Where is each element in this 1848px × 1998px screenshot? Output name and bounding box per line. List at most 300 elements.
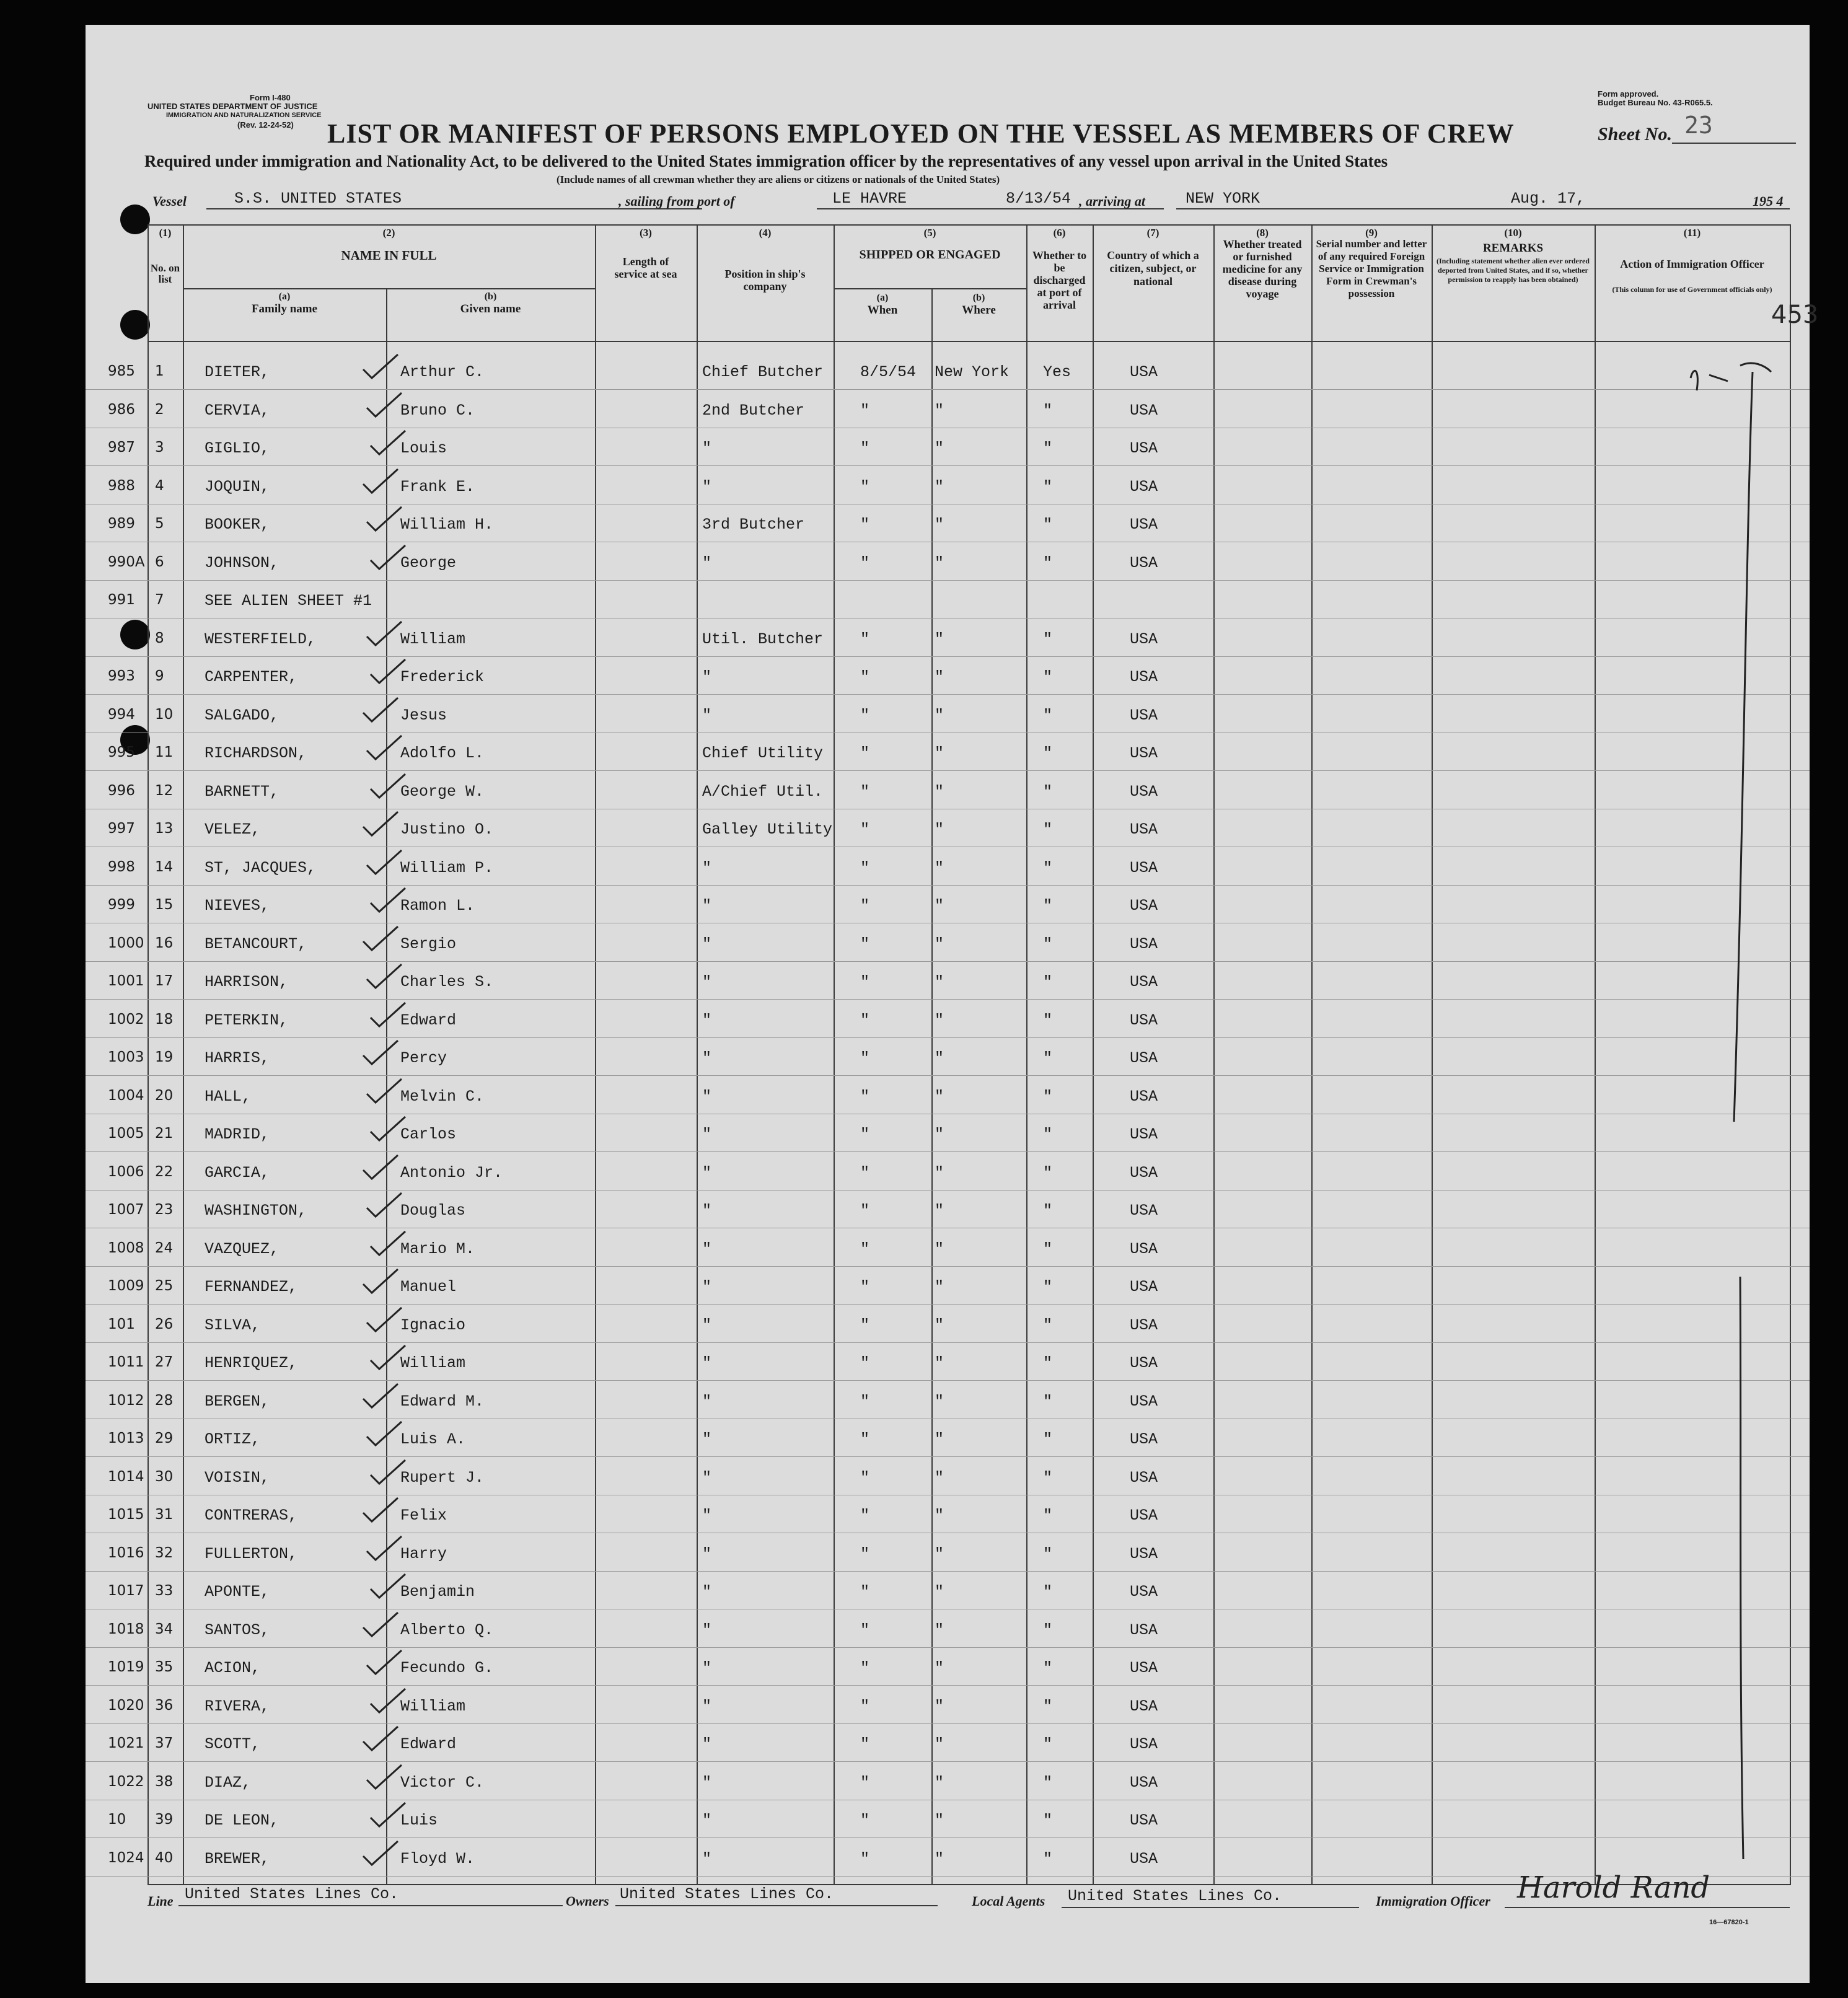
col5b-number: (b) bbox=[972, 293, 985, 303]
table-row bbox=[86, 588, 1810, 626]
discharge-flag: " bbox=[1043, 1773, 1053, 1792]
list-number: 7 bbox=[155, 592, 164, 608]
table-row bbox=[86, 1008, 1810, 1045]
owners-label: Owners bbox=[566, 1893, 609, 1909]
family-name: JOHNSON, bbox=[205, 553, 279, 572]
given-name: Fecundo G. bbox=[400, 1659, 494, 1677]
country: USA bbox=[1130, 706, 1158, 724]
position: " bbox=[702, 1659, 712, 1677]
col5a-number: (a) bbox=[876, 293, 889, 303]
list-number: 14 bbox=[155, 858, 174, 875]
given-name: Floyd W. bbox=[400, 1849, 475, 1868]
family-name: PETERKIN, bbox=[205, 1011, 289, 1029]
family-name: SCOTT, bbox=[205, 1735, 261, 1753]
check-mark-icon bbox=[361, 1840, 400, 1867]
check-mark-icon bbox=[361, 1039, 400, 1067]
table-row bbox=[86, 1045, 1810, 1083]
country: USA bbox=[1130, 516, 1158, 534]
list-number: 37 bbox=[155, 1735, 174, 1751]
stamp-number: 1019 bbox=[108, 1659, 144, 1675]
shipped-where: " bbox=[935, 1468, 944, 1487]
shipped-where: " bbox=[935, 1849, 944, 1868]
table-row bbox=[86, 1579, 1810, 1617]
row-rule bbox=[86, 1647, 1810, 1648]
position: A/Chief Util. bbox=[702, 782, 824, 801]
check-mark-icon bbox=[368, 1001, 408, 1029]
shipped-where: " bbox=[935, 1430, 944, 1448]
stamp-number: 1022 bbox=[108, 1773, 144, 1790]
family-name: ACION, bbox=[205, 1659, 261, 1677]
row-rule bbox=[86, 1075, 1810, 1076]
stamp-number: 1004 bbox=[108, 1087, 144, 1104]
stamp-number: 1011 bbox=[108, 1354, 144, 1370]
vessel-label: Vessel bbox=[152, 193, 187, 209]
discharge-flag: " bbox=[1043, 782, 1053, 801]
shipped-where: " bbox=[935, 858, 944, 877]
given-name: Edward M. bbox=[400, 1392, 485, 1410]
form-revision: (Rev. 12-24-52) bbox=[237, 120, 294, 130]
table-row bbox=[86, 1389, 1810, 1427]
family-name: HENRIQUEZ, bbox=[205, 1354, 298, 1372]
shipped-where: " bbox=[935, 1583, 944, 1601]
list-number: 22 bbox=[155, 1163, 174, 1180]
country: USA bbox=[1130, 1697, 1158, 1715]
check-mark-icon bbox=[368, 1116, 408, 1143]
line-label: Line bbox=[147, 1893, 174, 1909]
discharge-flag: " bbox=[1043, 973, 1053, 991]
family-name: WASHINGTON, bbox=[205, 1202, 307, 1220]
given-name: William H. bbox=[400, 516, 494, 534]
stamp-number: 1009 bbox=[108, 1278, 144, 1294]
table-row bbox=[86, 398, 1810, 436]
stamp-number: 994 bbox=[108, 706, 135, 723]
given-name: Sergio bbox=[400, 935, 457, 953]
list-number: 13 bbox=[155, 821, 174, 837]
arrival-year: 195 4 bbox=[1753, 193, 1784, 209]
list-number: 5 bbox=[155, 516, 164, 532]
stamp-number: 986 bbox=[108, 401, 135, 418]
position: Galley Utility bbox=[702, 821, 833, 838]
shipped-where: " bbox=[935, 897, 944, 915]
family-name: HARRIS, bbox=[205, 1049, 270, 1067]
shipped-subheader-rule bbox=[834, 288, 1026, 289]
position: 2nd Butcher bbox=[702, 401, 805, 420]
manifest-page bbox=[86, 25, 1819, 1983]
shipped-when: " bbox=[860, 1125, 870, 1143]
col2a-header: Family name bbox=[251, 302, 318, 315]
row-rule bbox=[86, 1761, 1810, 1762]
discharge-flag: " bbox=[1043, 1087, 1053, 1106]
shipped-where: New York bbox=[935, 363, 1010, 381]
sail-date: 8/13/54 bbox=[1006, 190, 1071, 208]
shipped-where: " bbox=[935, 1621, 944, 1639]
col2-number: (2) bbox=[382, 227, 395, 239]
margin-number: 453 bbox=[1771, 301, 1819, 329]
row-rule bbox=[86, 1342, 1810, 1343]
shipped-where: " bbox=[935, 1011, 944, 1029]
given-name: Rupert J. bbox=[400, 1468, 485, 1487]
country: USA bbox=[1130, 1507, 1158, 1525]
table-row bbox=[86, 1274, 1810, 1312]
country: USA bbox=[1130, 1659, 1158, 1677]
shipped-when: " bbox=[860, 630, 870, 648]
col9-number: (9) bbox=[1365, 227, 1378, 239]
given-name: Victor C. bbox=[400, 1773, 485, 1792]
shipped-when: " bbox=[860, 1049, 870, 1067]
country: USA bbox=[1130, 363, 1158, 381]
shipped-where: " bbox=[935, 1659, 944, 1677]
family-name: SILVA, bbox=[205, 1316, 261, 1334]
check-mark-icon bbox=[361, 697, 400, 724]
shipped-when: 8/5/54 bbox=[860, 363, 917, 381]
arriving-label: , arriving at bbox=[1079, 193, 1145, 209]
given-name: William bbox=[400, 630, 466, 648]
shipped-when: " bbox=[860, 858, 870, 877]
discharge-flag: " bbox=[1043, 1239, 1053, 1258]
list-number: 34 bbox=[155, 1621, 174, 1637]
check-mark-icon bbox=[364, 1420, 404, 1448]
shipped-where: " bbox=[935, 1392, 944, 1410]
shipped-when: " bbox=[860, 1202, 870, 1220]
row-rule bbox=[86, 656, 1810, 657]
shipped-when: " bbox=[860, 1849, 870, 1868]
given-name: George bbox=[400, 553, 457, 572]
stamp-number: 1013 bbox=[108, 1430, 144, 1446]
stamp-number: 995 bbox=[108, 744, 135, 760]
country: USA bbox=[1130, 668, 1158, 686]
discharge-flag: " bbox=[1043, 1430, 1053, 1448]
family-name: DIETER, bbox=[205, 363, 270, 381]
stamp-number: 997 bbox=[108, 821, 135, 837]
shipped-when: " bbox=[860, 973, 870, 991]
shipped-where: " bbox=[935, 630, 944, 648]
position: " bbox=[702, 1697, 712, 1715]
country: USA bbox=[1130, 744, 1158, 762]
list-number: 40 bbox=[155, 1849, 174, 1866]
table-row bbox=[86, 1808, 1810, 1846]
given-name: Frederick bbox=[400, 668, 485, 686]
manifest-title: LIST OR MANIFEST OF PERSONS EMPLOYED ON THE VESSEL AS MEMBERS OF CREW bbox=[327, 118, 1515, 149]
discharge-flag: " bbox=[1043, 1163, 1053, 1182]
discharge-flag: " bbox=[1043, 553, 1053, 572]
discharge-flag: " bbox=[1043, 516, 1053, 534]
discharge-flag: " bbox=[1043, 1468, 1053, 1487]
check-mark-icon bbox=[361, 1268, 400, 1295]
position: " bbox=[702, 1278, 712, 1296]
shipped-where: " bbox=[935, 1163, 944, 1182]
row-rule bbox=[86, 770, 1810, 771]
shipped-where: " bbox=[935, 1202, 944, 1220]
family-name: BOOKER, bbox=[205, 516, 270, 534]
stamp-number: 1005 bbox=[108, 1125, 144, 1142]
family-name: NIEVES, bbox=[205, 897, 270, 915]
family-name: SALGADO, bbox=[205, 706, 279, 724]
table-row bbox=[86, 1694, 1810, 1732]
position: " bbox=[702, 1392, 712, 1410]
print-code: 16—67820-1 bbox=[1709, 1919, 1749, 1926]
list-number: 1 bbox=[155, 363, 164, 379]
country: USA bbox=[1130, 1202, 1158, 1220]
given-name: Harry bbox=[400, 1544, 447, 1563]
officer-check-marks bbox=[1672, 347, 1796, 1884]
country: USA bbox=[1130, 1278, 1158, 1296]
discharge-flag: " bbox=[1043, 1621, 1053, 1639]
table-row bbox=[86, 1770, 1810, 1808]
row-rule bbox=[86, 961, 1810, 962]
discharge-flag: " bbox=[1043, 630, 1053, 648]
manifest-subtitle: Required under immigration and Nationality Act, to be delivered to the United States immigration officer by the representatives of any vessel upon arrival in the United States bbox=[144, 152, 1388, 170]
list-number: 8 bbox=[155, 630, 164, 646]
given-name: William P. bbox=[400, 858, 494, 877]
row-rule bbox=[86, 694, 1810, 695]
discharge-flag: " bbox=[1043, 1583, 1053, 1601]
country: USA bbox=[1130, 401, 1158, 420]
col6-header: Whether to be discharged at port of arrival bbox=[1032, 249, 1087, 311]
arrival-port: NEW YORK bbox=[1186, 190, 1261, 208]
check-mark-icon bbox=[364, 849, 404, 876]
given-name: Ramon L. bbox=[400, 897, 475, 915]
stamp-number: 988 bbox=[108, 477, 135, 494]
stamp-number: 993 bbox=[108, 668, 135, 684]
country: USA bbox=[1130, 1316, 1158, 1334]
service-name: IMMIGRATION AND NATURALIZATION SERVICE bbox=[166, 112, 322, 119]
table-row bbox=[86, 1084, 1810, 1122]
col8-header: Whether treated or furnished medicine for any disease during voyage bbox=[1222, 238, 1303, 300]
check-mark-icon bbox=[364, 734, 404, 762]
list-number: 9 bbox=[155, 668, 164, 684]
col11-subheader: (This column for use of Government officials only) bbox=[1612, 285, 1772, 294]
table-row bbox=[86, 931, 1810, 969]
given-name: Bruno C. bbox=[400, 401, 475, 420]
stamp-number: 1024 bbox=[108, 1849, 144, 1866]
check-mark-icon bbox=[368, 1344, 408, 1371]
table-row bbox=[86, 1313, 1810, 1350]
family-name: ST, JACQUES, bbox=[205, 858, 317, 877]
discharge-flag: " bbox=[1043, 1049, 1053, 1067]
shipped-where: " bbox=[935, 1811, 944, 1829]
list-number: 11 bbox=[155, 744, 174, 760]
position: " bbox=[702, 1735, 712, 1753]
col2b-number: (b) bbox=[484, 291, 497, 302]
given-name: Carlos bbox=[400, 1125, 457, 1143]
stamp-number: 1014 bbox=[108, 1468, 144, 1485]
position: " bbox=[702, 1011, 712, 1029]
row-rule bbox=[86, 999, 1810, 1000]
table-row bbox=[86, 1465, 1810, 1503]
shipped-where: " bbox=[935, 1049, 944, 1067]
list-number: 28 bbox=[155, 1392, 174, 1409]
budget-number: Budget Bureau No. 43-R065.5. bbox=[1598, 98, 1713, 107]
given-name: Luis A. bbox=[400, 1430, 466, 1448]
row-rule bbox=[86, 1456, 1810, 1457]
family-name: FULLERTON, bbox=[205, 1544, 298, 1563]
family-name: CERVIA, bbox=[205, 401, 270, 420]
country: USA bbox=[1130, 1239, 1158, 1258]
list-number: 27 bbox=[155, 1354, 174, 1370]
given-name: Ignacio bbox=[400, 1316, 466, 1334]
sheet-number: 23 bbox=[1684, 112, 1713, 139]
list-number: 15 bbox=[155, 897, 174, 913]
table-row bbox=[86, 627, 1810, 664]
check-mark-icon bbox=[368, 429, 408, 457]
stamp-number: 989 bbox=[108, 516, 135, 532]
check-mark-icon bbox=[364, 963, 404, 990]
table-row bbox=[86, 550, 1810, 588]
shipped-when: " bbox=[860, 1316, 870, 1334]
position: " bbox=[702, 973, 712, 991]
country: USA bbox=[1130, 1049, 1158, 1067]
shipped-where: " bbox=[935, 1087, 944, 1106]
officer-underline bbox=[1505, 1907, 1790, 1908]
discharge-flag: " bbox=[1043, 1544, 1053, 1563]
position: Chief Butcher bbox=[702, 363, 824, 381]
check-mark-icon bbox=[368, 1459, 408, 1486]
discharge-flag: " bbox=[1043, 1202, 1053, 1220]
position: " bbox=[702, 1507, 712, 1525]
discharge-flag: " bbox=[1043, 1354, 1053, 1372]
given-name: Arthur C. bbox=[400, 363, 485, 381]
shipped-where: " bbox=[935, 1239, 944, 1258]
shipped-where: " bbox=[935, 1278, 944, 1296]
shipped-where: " bbox=[935, 1773, 944, 1792]
position: " bbox=[702, 1202, 712, 1220]
col1-header: No. on list bbox=[150, 262, 180, 285]
list-number: 12 bbox=[155, 782, 174, 799]
shipped-where: " bbox=[935, 821, 944, 838]
col5-header: SHIPPED OR ENGAGED bbox=[859, 248, 1001, 262]
shipped-where: " bbox=[935, 401, 944, 420]
col7-number: (7) bbox=[1146, 227, 1159, 239]
family-name: SANTOS, bbox=[205, 1621, 270, 1639]
shipped-where: " bbox=[935, 744, 944, 762]
family-name: BERGEN, bbox=[205, 1392, 270, 1410]
row-rule bbox=[86, 1571, 1810, 1572]
table-row bbox=[86, 512, 1810, 550]
discharge-flag: " bbox=[1043, 1125, 1053, 1143]
shipped-where: " bbox=[935, 706, 944, 724]
country: USA bbox=[1130, 821, 1158, 838]
row-rule bbox=[86, 389, 1810, 390]
list-number: 38 bbox=[155, 1773, 174, 1790]
col10-subheader: (Including statement whether alien ever ordered deported from United States, and if so, whether permission to reapply has been obtained) bbox=[1437, 257, 1590, 284]
family-name: SEE ALIEN SHEET #1 bbox=[205, 592, 372, 610]
discharge-flag: " bbox=[1043, 1392, 1053, 1410]
position: " bbox=[702, 553, 712, 572]
shipped-when: " bbox=[860, 1659, 870, 1677]
family-name: RIVERA, bbox=[205, 1697, 270, 1715]
country: USA bbox=[1130, 1735, 1158, 1753]
sailing-label: , sailing from port of bbox=[618, 193, 735, 209]
stamp-number: 1018 bbox=[108, 1621, 144, 1637]
position: " bbox=[702, 1049, 712, 1067]
check-mark-icon bbox=[368, 1230, 408, 1257]
check-mark-icon bbox=[364, 1078, 404, 1105]
shipped-when: " bbox=[860, 1621, 870, 1639]
table-row bbox=[86, 1160, 1810, 1198]
list-number: 10 bbox=[155, 706, 174, 723]
family-name: WESTERFIELD, bbox=[205, 630, 317, 648]
col11-header: Action of Immigration Officer bbox=[1620, 258, 1764, 270]
col10-number: (10) bbox=[1504, 227, 1522, 239]
discharge-flag: " bbox=[1043, 935, 1053, 953]
shipped-when: " bbox=[860, 1583, 870, 1601]
country: USA bbox=[1130, 858, 1158, 877]
position: " bbox=[702, 858, 712, 877]
country: USA bbox=[1130, 1849, 1158, 1868]
line-value: United States Lines Co. bbox=[185, 1885, 399, 1903]
col5-number: (5) bbox=[923, 227, 936, 239]
family-name: BREWER, bbox=[205, 1849, 270, 1868]
table-row bbox=[86, 969, 1810, 1007]
stamp-number: 10 bbox=[108, 1811, 126, 1828]
position: " bbox=[702, 1163, 712, 1182]
agents-underline bbox=[1062, 1907, 1359, 1908]
row-rule bbox=[86, 1380, 1810, 1381]
discharge-flag: " bbox=[1043, 1316, 1053, 1334]
shipped-where: " bbox=[935, 516, 944, 534]
stamp-number: 101 bbox=[108, 1316, 135, 1332]
sheet-label: Sheet No. bbox=[1598, 124, 1672, 144]
family-name: MADRID, bbox=[205, 1125, 270, 1143]
discharge-flag: " bbox=[1043, 858, 1053, 877]
position: " bbox=[702, 1125, 712, 1143]
table-row bbox=[86, 1122, 1810, 1160]
family-name: DE LEON, bbox=[205, 1811, 279, 1829]
list-number: 31 bbox=[155, 1507, 174, 1523]
list-number: 24 bbox=[155, 1239, 174, 1256]
check-mark-icon bbox=[364, 1306, 404, 1334]
discharge-flag: " bbox=[1043, 706, 1053, 724]
stamp-number: 991 bbox=[108, 592, 135, 608]
discharge-flag: " bbox=[1043, 821, 1053, 838]
list-number: 4 bbox=[155, 477, 164, 494]
stamp-number: 1001 bbox=[108, 973, 144, 989]
given-name: Percy bbox=[400, 1049, 447, 1067]
col4-header: Position in ship's company bbox=[724, 268, 806, 293]
table-top-border bbox=[147, 224, 1790, 226]
stamp-number: 1002 bbox=[108, 1011, 144, 1028]
row-rule bbox=[86, 1837, 1810, 1838]
check-mark-icon bbox=[364, 620, 404, 648]
stamp-number: 1007 bbox=[108, 1202, 144, 1218]
col4-number: (4) bbox=[759, 227, 772, 239]
position: " bbox=[702, 1773, 712, 1792]
list-number: 29 bbox=[155, 1430, 174, 1446]
family-name: ORTIZ, bbox=[205, 1430, 261, 1448]
position: " bbox=[702, 1468, 712, 1487]
col3-header: Length of service at sea bbox=[614, 255, 677, 280]
table-row bbox=[86, 1655, 1810, 1693]
check-mark-icon bbox=[368, 658, 408, 685]
country: USA bbox=[1130, 1811, 1158, 1829]
shipped-where: " bbox=[935, 1125, 944, 1143]
list-number: 25 bbox=[155, 1278, 174, 1294]
shipped-when: " bbox=[860, 1697, 870, 1715]
stamp-number: 999 bbox=[108, 897, 135, 913]
shipped-when: " bbox=[860, 1392, 870, 1410]
check-mark-icon bbox=[364, 1764, 404, 1791]
position: " bbox=[702, 1087, 712, 1106]
table-row bbox=[86, 359, 1810, 397]
family-name: BARNETT, bbox=[205, 782, 279, 801]
shipped-where: " bbox=[935, 1544, 944, 1563]
country: USA bbox=[1130, 630, 1158, 648]
shipped-where: " bbox=[935, 668, 944, 686]
list-number: 21 bbox=[155, 1125, 174, 1142]
given-name: Douglas bbox=[400, 1202, 466, 1220]
country: USA bbox=[1130, 1087, 1158, 1106]
position: Chief Utility bbox=[702, 744, 824, 762]
